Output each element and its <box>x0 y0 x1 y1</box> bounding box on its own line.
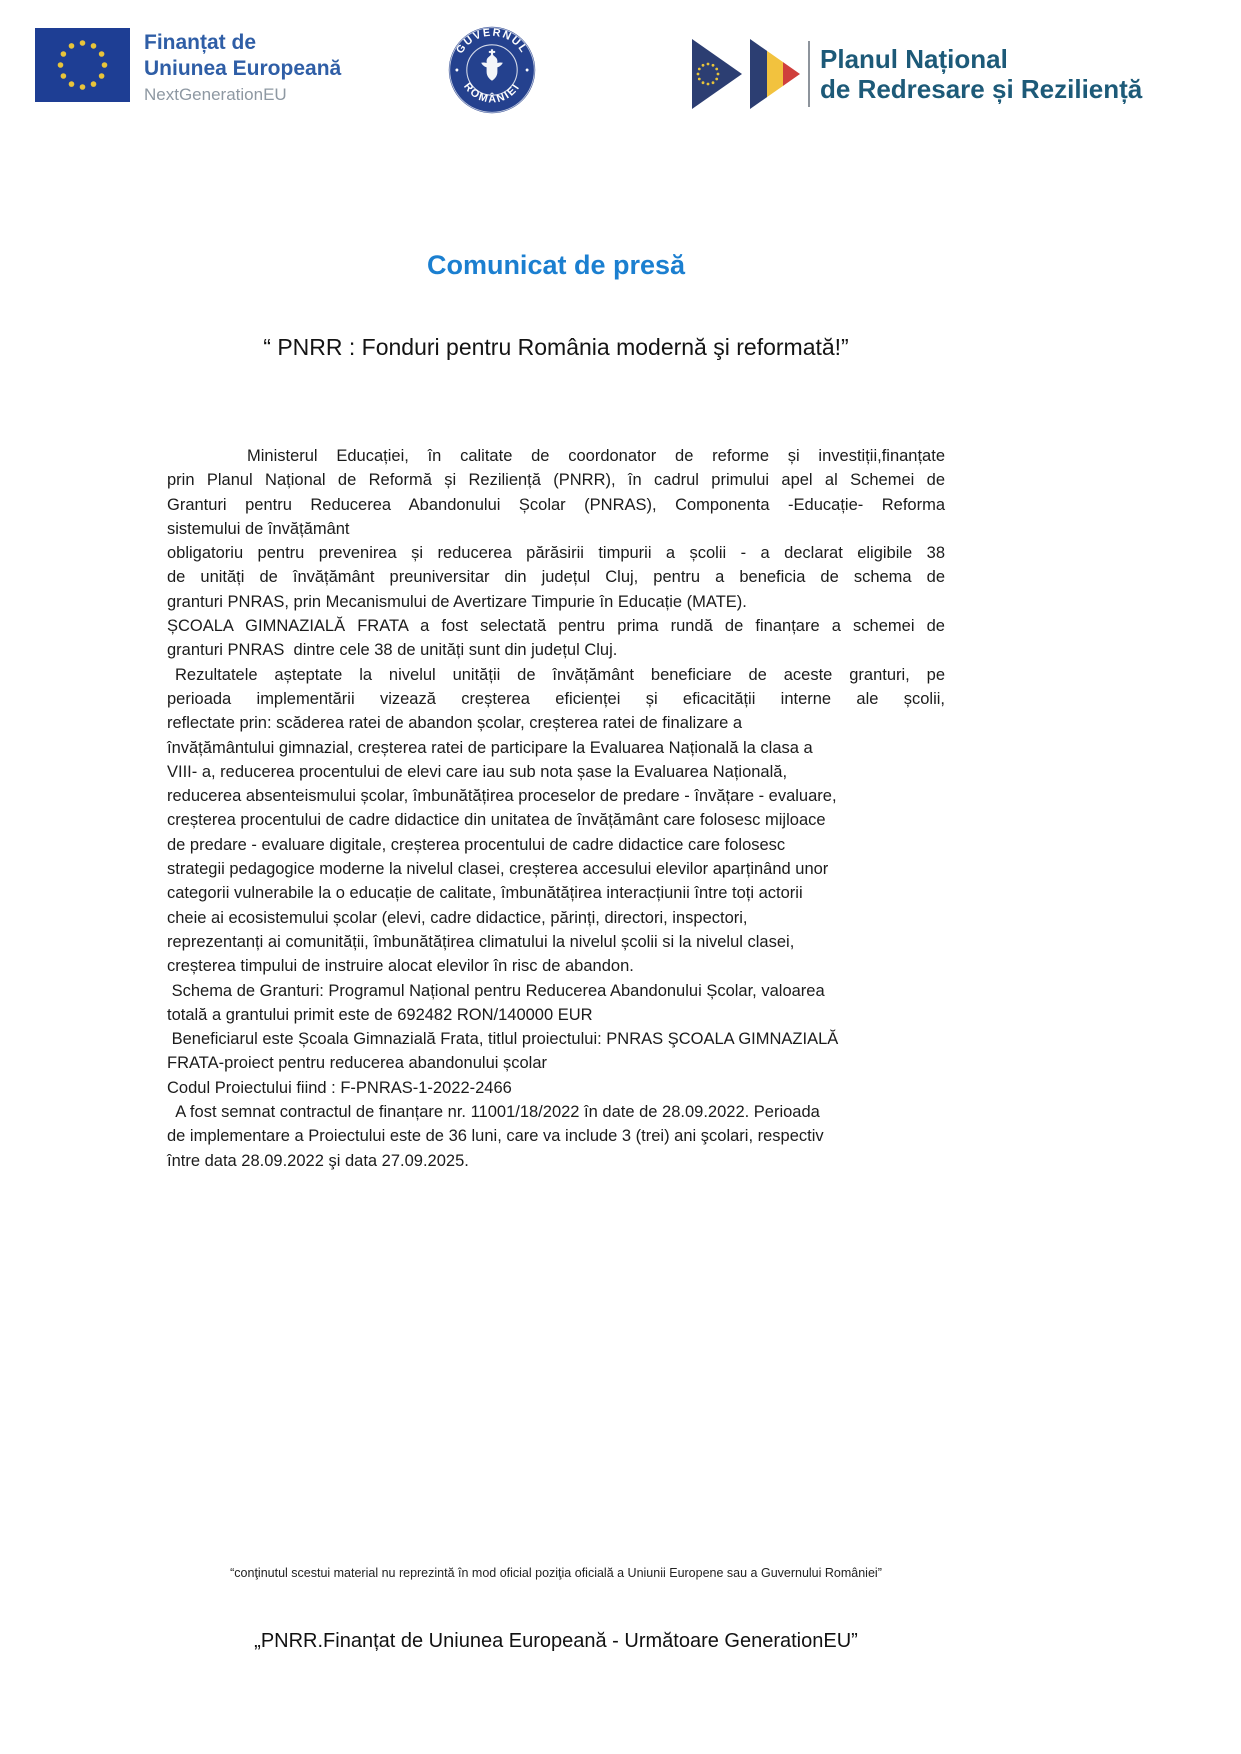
body-line: FRATA-proiect pentru reducerea abandonului școlar <box>167 1054 548 1073</box>
body-line: Codul Proiectului fiind : F-PNRAS-1-2022-2466 <box>167 1078 512 1097</box>
body-line: obligatoriu pentru prevenirea și reducerea părăsirii timpurii a școlii - a declarat eligibile 38 <box>167 544 945 563</box>
eu-funded-line2: Uniunea Europeană <box>144 57 342 80</box>
body-line: strategii pedagogice moderne la nivelul clasei, creșterea accesului elevilor aparținând unor <box>167 860 829 879</box>
body-line: prin Planul Național de Reformă și Reziliență (PNRR), în cadrul primului apel al Schemei de <box>167 471 945 490</box>
body-line: reflectate prin: scăderea ratei de abandon școlar, creșterea ratei de finalizare a <box>167 714 743 733</box>
body-line: perioada implementării vizează creșterea eficienței și eficacității interne ale școlii, <box>167 689 945 708</box>
pnrr-logo-line1: Planul Național <box>820 44 1008 74</box>
body-line: VIII- a, reducerea procentului de elevi care iau sub nota șase la Evaluarea Națională, <box>167 762 788 781</box>
body-line: categorii vulnerabile la o educație de calitate, îmbunătățirea interacțiunii între toți actorii <box>167 884 803 903</box>
page-title: Comunicat de presă <box>426 250 686 280</box>
pnrr-triangles-icon <box>692 38 804 110</box>
body-line: învățământului gimnazial, creșterea ratei de participare la Evaluarea Națională la clasa a <box>167 738 813 757</box>
footer-note: „PNRR.Finanțat de Uniunea Europeană - Următoare GenerationEU” <box>254 1630 858 1652</box>
body-line: Schema de Granturi: Programul Național pentru Reducerea Abandonului Școlar, valoarea <box>167 981 825 1000</box>
body-line: creșterea procentului de cadre didactice din unitatea de învățământ care folosesc mijloace <box>167 811 826 830</box>
body-line: Rezultatele așteptate la nivelul unității de învățământ beneficiare de aceste granturi, pe <box>175 665 945 684</box>
body-line: Ministerul Educației, în calitate de coordonator de reforme și investiții,finanțate <box>247 447 945 465</box>
eu-funded-text <box>144 28 341 108</box>
body-line: Granturi pentru Reducerea Abandonului Școlar (PNRAS), Componenta -Educație- Reforma <box>167 495 945 514</box>
pnrr-logo-text <box>820 44 1142 104</box>
body-line: ȘCOALA GIMNAZIALĂ FRATA a fost selectată pentru prima rundă de finanțare a schemei de <box>167 617 945 636</box>
svg-text:GUVERNUL: GUVERNUL <box>453 26 531 56</box>
body-line: de unități de învățământ preuniversitar din județul Cluj, pentru a beneficia de schema de <box>167 568 945 587</box>
nextgeneration-eu-label: NextGenerationEU <box>144 85 287 104</box>
body-line: între data 28.09.2022 şi data 27.09.2025. <box>167 1151 469 1170</box>
body-line: reprezentanți ai comunității, îmbunătățirea climatului la nivelul școlii si la nivelul clasei, <box>167 932 795 951</box>
pnrr-logo-divider <box>808 41 810 107</box>
body-line: cheie ai ecosistemului școlar (elevi, cadre didactice, părinți, directori, inspectori, <box>167 908 748 927</box>
guvernul-romaniei-seal-icon <box>447 25 537 115</box>
pnrr-logo-line2: de Redresare și Reziliență <box>820 74 1143 104</box>
page-subtitle: “ PNRR : Fonduri pentru România modernă şi reformată!” <box>263 334 849 360</box>
body-line: de predare - evaluare digitale, creșterea procentului de cadre didactice care folosesc <box>167 835 786 854</box>
body-line: totală a grantului primit este de 692482 RON/140000 EUR <box>167 1005 593 1024</box>
body-line: de implementare a Proiectului este de 36 luni, care va include 3 (trei) ani şcolari, respectiv <box>167 1127 824 1146</box>
eu-funded-logo <box>35 28 341 108</box>
body-line: Beneficiarul este Școala Gimnazială Frata, titlul proiectului: PNRAS ŞCOALA GIMNAZIALĂ <box>167 1030 839 1049</box>
body-line: reducerea absenteismului școlar, îmbunătățirea proceselor de predare - învățare - evaluare, <box>167 787 837 806</box>
pnrr-logo <box>692 38 1142 110</box>
eu-funded-line1: Finanțat de <box>144 31 257 54</box>
eu-flag-icon <box>35 28 130 102</box>
disclaimer-text: “conţinutul scestui material nu reprezintă în mod oficial poziţia oficială a Uniunii Europene sau a Guvernului României” <box>230 1566 882 1580</box>
body-line: A fost semnat contractul de finanțare nr. 11001/18/2022 în date de 28.09.2022. Perioada <box>167 1103 820 1122</box>
logo-header <box>0 0 1241 140</box>
svg-text:ROMÂNIEI: ROMÂNIEI <box>461 80 523 106</box>
body-line: granturi PNRAS, prin Mecanismului de Avertizare Timpurie în Educație (MATE). <box>167 592 747 611</box>
body-line: creșterea timpului de instruire alocat elevilor în risc de abandon. <box>167 957 634 976</box>
body-line: granturi PNRAS dintre cele 38 de unități sunt din județul Cluj. <box>167 641 618 660</box>
body-text <box>167 444 945 1173</box>
body-line: sistemului de învățământ <box>167 519 350 538</box>
